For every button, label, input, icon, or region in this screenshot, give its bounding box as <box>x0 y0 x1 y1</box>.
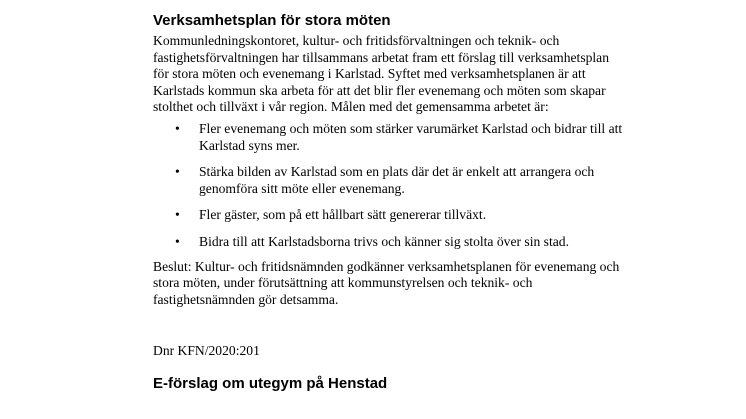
list-item-text: Fler evenemang och möten som stärker varumärket Karlstad och bidrar till att Karlstad syns mer. <box>199 120 623 153</box>
intro-paragraph: Kommunledningskontoret, kultur- och fritidsförvaltningen och teknik- och fastighetsförvaltningen har tillsammans arbetat fram ett förslag till verksamhetsplan för stora möten och evenemang i Karlstad. Syftet med verksamhetsplanen är att Karlstads kommun ska arbeta för att det blir fler evenemang och möten som skapar stolthet och tillväxt i vår region. Målen med det gemensamma arbetet är: <box>153 33 610 115</box>
bullet-icon: • <box>175 120 180 136</box>
goals-list <box>153 121 623 251</box>
bullet-icon: • <box>175 164 180 180</box>
list-item <box>153 207 623 224</box>
list-item <box>153 164 623 197</box>
case-number: Dnr KFN/2020:201 <box>153 343 260 359</box>
document-page <box>153 12 623 396</box>
decision-paragraph: Beslut: Kultur- och fritidsnämnden godkänner verksamhetsplanen för evenemang och stora möten, under förutsättning att kommunstyrelsen och teknik- och fastighetsnämnden gör detsamma. <box>153 258 620 307</box>
list-item <box>153 234 623 251</box>
list-item <box>153 121 623 154</box>
section-heading: Verksamhetsplan för stora möten <box>153 12 391 29</box>
list-item-text: Stärka bilden av Karlstad som en plats där det är enkelt att arrangera och genomföra sitt möte eller evenemang. <box>199 164 595 196</box>
bullet-icon: • <box>175 233 180 249</box>
list-item-text: Fler gäster, som på ett hållbart sätt genererar tillväxt. <box>199 207 487 223</box>
bullet-icon: • <box>175 207 180 223</box>
section-heading-2: E-förslag om utegym på Henstad <box>153 374 388 392</box>
list-item-text: Bidra till att Karlstadsborna trivs och känner sig stolta över sin stad. <box>199 233 569 249</box>
